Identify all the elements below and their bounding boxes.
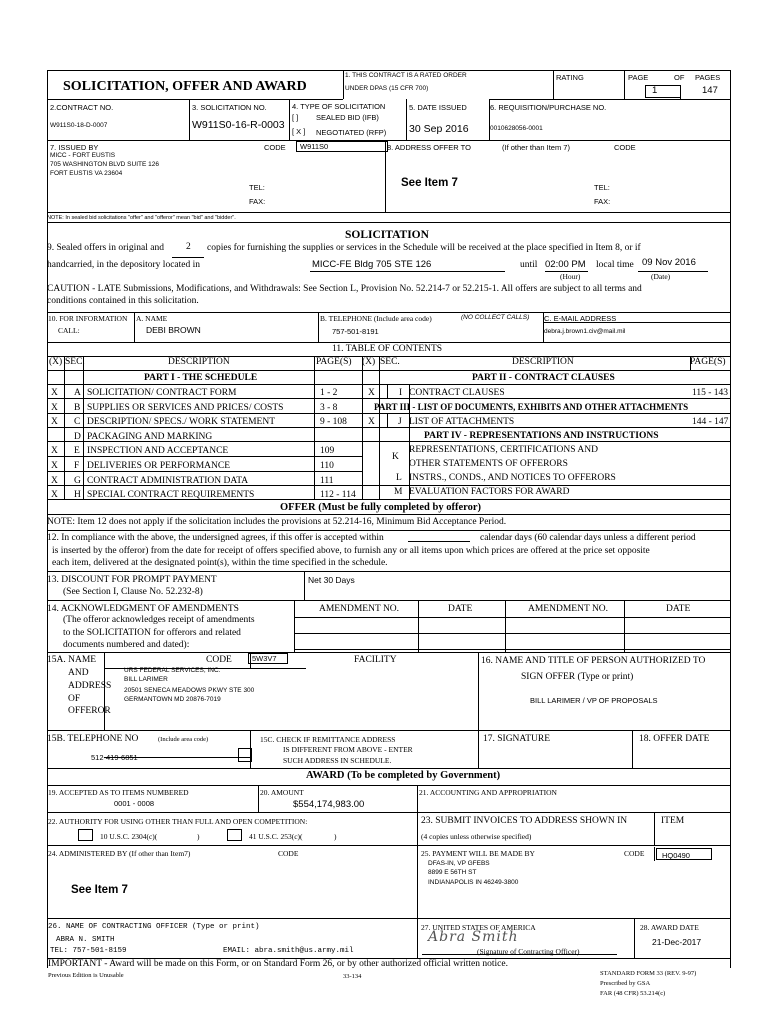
item26-label: 26. NAME OF CONTRACTING OFFICER (Type or print) (48, 923, 260, 931)
negotiated-box[interactable]: [ X ] (292, 127, 306, 136)
toc-left-desc-D: PACKAGING AND MARKING (87, 431, 213, 442)
item14-line2: (The offeror acknowledges receipt of amendments (63, 615, 255, 625)
contracting-officer-name: ABRA N. SMITH (56, 936, 115, 944)
payment-address-line3: INDIANAPOLIS IN 46249-3800 (428, 879, 519, 886)
item9-hour-label: (Hour) (560, 272, 581, 281)
item9-depository: MICC-FE Bldg 705 STE 126 (312, 259, 432, 270)
toc-left-pages-E: 109 (320, 446, 335, 457)
item10-email-label: C. E-MAIL ADDRESS (544, 314, 617, 323)
toc-left-pages-F: 110 (320, 461, 334, 471)
toc-left-pages-A: 1 - 2 (320, 388, 338, 398)
footer-form-number: 33-134 (343, 973, 362, 980)
amendment-no-header-2: AMENDMENT NO. (528, 604, 609, 614)
item23-note: (4 copies unless otherwise specified) (421, 832, 532, 841)
address-offer-tel: TEL: (594, 183, 610, 192)
issued-by-line1: MICC - FORT EUSTIS (50, 152, 116, 159)
item9-date-label: (Date) (651, 272, 671, 281)
item25-code-label: CODE (624, 849, 645, 858)
issued-by-line2: 705 WASHINGTON BLVD SUITE 126 (50, 161, 159, 168)
toc-right-pages-i: 115 - 143 (692, 388, 729, 398)
toc-right-sec-m: M (394, 487, 403, 497)
item10-no-collect: (NO COLLECT CALLS) (461, 314, 530, 321)
amendment-no-header-1: AMENDMENT NO. (319, 604, 400, 614)
item22-a-close: ) (197, 832, 200, 841)
item24-see: See Item 7 (71, 884, 128, 896)
toc-left-sec-G: G (74, 475, 81, 486)
toc-right-sec-i: I (399, 388, 403, 398)
toc-left-desc-A: SOLICITATION/ CONTRACT FORM (87, 388, 237, 398)
toc-right-desc-j: LIST OF ATTACHMENTS (409, 417, 515, 427)
solicitation-header: SOLICITATION (345, 229, 429, 241)
toc-part4: PART IV - REPRESENTATIONS AND INSTRUCTIONS (424, 431, 659, 441)
toc-part2: PART II - CONTRACT CLAUSES (472, 373, 615, 383)
toc-right-pages-j: 144 - 147 (692, 417, 729, 427)
item24-code: CODE (278, 849, 299, 858)
toc-left-sec-C: C (74, 417, 81, 428)
date-issued-label: 5. DATE ISSUED (409, 103, 467, 112)
item16-value: BILL LARIMER / VP OF PROPOSALS (530, 696, 658, 705)
toc-right-sec-j: J (398, 417, 402, 427)
toc-left-pages-C: 9 - 108 (320, 417, 347, 428)
issued-by-fax: FAX: (249, 197, 266, 206)
address-offer-fax: FAX: (594, 197, 611, 206)
type-solicitation-label: 4. TYPE OF SOLICITATION (292, 102, 386, 111)
contracting-officer-tel: TEL: 757-501-8159 (50, 947, 127, 955)
toc-right-sec-l: L (396, 473, 402, 483)
toc-part1: PART I - THE SCHEDULE (144, 373, 258, 383)
item22-label: 22. AUTHORITY FOR USING OTHER THAN FULL AND OPEN COMPETITION: (48, 817, 308, 826)
toc-left-sec-E: E (74, 446, 80, 457)
item23-label: 23. SUBMIT INVOICES TO ADDRESS SHOWN IN (421, 816, 628, 826)
item10-call: CALL: (58, 326, 80, 335)
contract-no-value: W911S0-18-D-0007 (50, 122, 108, 129)
sealed-bid-note: NOTE: In sealed bid solicitations "offer" and "offeror" mean "bid" and "bidder". (47, 215, 236, 221)
address-offer-see: See Item 7 (401, 177, 458, 189)
item9-text-a: 9. Sealed offers in original and (47, 243, 164, 253)
page-label: PAGE (628, 73, 649, 82)
item15b-value: 512-419-6851 (91, 753, 138, 762)
item19-label: 19. ACCEPTED AS TO ITEMS NUMBERED (48, 788, 189, 797)
payment-address-line2: 8899 E 56TH ST (428, 869, 477, 876)
item10-name: DEBI BROWN (146, 325, 201, 335)
date-issued-value: 30 Sep 2016 (409, 123, 469, 135)
sealed-bid-box[interactable]: [ ] (292, 113, 299, 122)
item13-line1: 13. DISCOUNT FOR PROMPT PAYMENT (47, 575, 217, 585)
item10-label: 10. FOR INFORMATION (48, 314, 128, 323)
contract-no-label: 2.CONTRACT NO. (50, 103, 114, 112)
page-of-label: OF (674, 73, 685, 82)
pages-label: PAGES (695, 73, 721, 82)
item9-date: 09 Nov 2016 (642, 257, 696, 268)
rating-label: RATING (556, 73, 584, 82)
item9-until: until (520, 260, 538, 270)
item15a-code-label: CODE (206, 655, 232, 665)
toc-left-x-C: X (51, 417, 58, 428)
item27-label: 27. UNITED STATES OF AMERICA (421, 923, 536, 932)
item25-label: 25. PAYMENT WILL BE MADE BY (421, 849, 535, 858)
contracting-officer-signature: Abra Smith (428, 929, 519, 945)
item15b-include: (Include area code) (158, 736, 209, 743)
toc-right-desc-k2: OTHER STATEMENTS OF OFFERORS (409, 459, 568, 469)
item15c-line3: SUCH ADDRESS IN SCHEDULE. (283, 756, 392, 765)
item12-line1b: calendar days (60 calendar days unless a different period (480, 533, 696, 543)
offeror-address-line1: URS FEDERAL SERVICES, INC. (124, 667, 221, 674)
form-title: SOLICITATION, OFFER AND AWARD (63, 79, 307, 94)
offeror-address-line2: BILL LARIMER (124, 676, 168, 683)
offeror-address-line4: GERMANTOWN MD 20876-7019 (124, 696, 221, 703)
item24-label: 24. ADMINISTERED BY (If other than Item7) (48, 849, 191, 858)
item28-value: 21-Dec-2017 (652, 937, 702, 947)
negotiated-label: NEGOTIATED (RFP) (316, 128, 387, 137)
issued-by-label: 7. ISSUED BY (50, 143, 99, 152)
item15b-label: 15B. TELEPHONE NO (47, 734, 139, 744)
footer-standard-form: STANDARD FORM 33 (REV. 9-97) (600, 970, 697, 977)
toc-left-desc-F: DELIVERIES OR PERFORMANCE (87, 461, 231, 471)
toc-left-sec-B: B (74, 402, 81, 413)
toc-left-pages-H: 112 - 114 (320, 490, 356, 501)
toc-left-desc-C: DESCRIPTION/ SPECS./ WORK STATEMENT (87, 417, 276, 428)
toc-right-x-j: X (368, 417, 375, 427)
toc-head-x-right: (X) (362, 357, 376, 367)
item17-label: 17. SIGNATURE (483, 734, 551, 744)
toc-left-pages-G: 111 (320, 475, 334, 486)
important-notice: IMPORTANT - Award will be made on this Form, or on Standard Form 26, or by other authorized official written notice. (48, 959, 508, 969)
award-header: AWARD (To be completed by Government) (306, 770, 501, 781)
issued-by-code-label: CODE (264, 143, 286, 152)
toc-left-x-F: X (51, 461, 58, 471)
solicitation-no-value: W911S0-16-R-0003 (192, 119, 285, 131)
toc-right-desc-l: INSTRS., CONDS., AND NOTICES TO OFFERORS (409, 473, 616, 483)
item15c-line1: 15C. CHECK IF REMITTANCE ADDRESS (260, 735, 396, 744)
contracting-officer-email: EMAIL: abra.smith@us.army.mil (223, 947, 354, 955)
toc-left-x-G: X (51, 475, 58, 486)
toc-head-pages: PAGE(S) (316, 357, 352, 367)
toc-right-desc-m: EVALUATION FACTORS FOR AWARD (409, 487, 570, 497)
sealed-bid-label: SEALED BID (IFB) (316, 113, 379, 122)
item12-line2: is inserted by the offeror) from the date for receipt of offers specified above, to furnish any or all items upon which prices are offered at the price set opposite (52, 546, 650, 556)
item20-value: $554,174,983.00 (293, 799, 365, 810)
address-offer-note: (If other than Item 7) (502, 143, 570, 152)
toc-left-x-B: X (51, 402, 58, 413)
toc-left-x-E: X (51, 446, 58, 457)
item9-copies: 2 (186, 242, 191, 252)
payment-address-line1: DFAS-IN, VP GFEBS (428, 860, 490, 867)
issued-by-code: W911S0 (300, 142, 329, 151)
item10-tel-label: B. TELEPHONE (Include area code) (320, 314, 432, 323)
item16-line1: 16. NAME AND TITLE OF PERSON AUTHORIZED TO (481, 656, 706, 666)
address-offer-label: 8. ADDRESS OFFER TO (387, 143, 471, 152)
item15a-facility: FACILITY (354, 655, 397, 665)
toc-left-desc-B: SUPPLIES OR SERVICES AND PRICES/ COSTS (87, 402, 284, 413)
item15a-line4: OF (68, 694, 81, 704)
amendment-date-header-2: DATE (666, 604, 691, 614)
item28-label: 28. AWARD DATE (640, 923, 699, 932)
item15a-code: 5W3V7 (252, 654, 277, 663)
item14-line4: documents numbered and dated): (63, 640, 190, 650)
requisition-label: 6. REQUISITION/PURCHASE NO. (490, 103, 607, 112)
toc-left-sec-D: D (74, 431, 81, 442)
item10-tel: 757-501-8191 (332, 327, 379, 336)
item23-item: ITEM (661, 816, 685, 826)
rated-order-line2: UNDER DPAS (15 CFR 700) (345, 85, 429, 92)
toc-left-sec-H: H (74, 490, 81, 501)
amendment-date-header-1: DATE (448, 604, 473, 614)
item9-text-b: copies for furnishing the supplies or services in the Schedule will be received at the place specified in Item 8, or if (207, 243, 641, 253)
toc-left-sec-F: F (74, 461, 80, 471)
item12-line3: each item, delivered at the designated point(s), within the time specified in the schedule. (52, 558, 388, 568)
item22-b-close: ) (334, 832, 337, 841)
toc-right-x-i: X (368, 388, 375, 398)
issued-by-line3: FORT EUSTIS VA 23604 (50, 170, 123, 177)
item15c-line2: IS DIFFERENT FROM ABOVE - ENTER (283, 745, 413, 754)
item14-line3: to the SOLICITATION for offerors and related (63, 628, 241, 638)
issued-by-tel: TEL: (249, 183, 265, 192)
offer-header: OFFER (Must be fully completed by offeror) (280, 502, 482, 513)
toc-left-x-H: X (51, 490, 58, 501)
item21-label: 21. ACCOUNTING AND APPROPRIATION (419, 788, 557, 797)
item9-local-time: local time (596, 260, 634, 270)
toc-head-pages-right: PAGE(S) (690, 357, 726, 367)
item13-value: Net 30 Days (308, 575, 355, 585)
item22-a: 10 U.S.C. 2304(c)( (100, 832, 158, 841)
item10-email: debra.j.brown1.civ@mail.mil (544, 328, 626, 335)
item20-label: 20. AMOUNT (260, 788, 304, 797)
toc-head-desc-right: DESCRIPTION (512, 357, 574, 367)
caution-line1: CAUTION - LATE Submissions, Modifications, and Withdrawals: See Section L, Provision No. 52.214-7 or 52.215-1. All offers are subject to all terms and (47, 284, 642, 294)
page-number: 1 (652, 85, 658, 96)
toc-left-desc-H: SPECIAL CONTRACT REQUIREMENTS (87, 490, 255, 501)
toc-right-desc-k1: REPRESENTATIONS, CERTIFICATIONS AND (409, 445, 598, 455)
address-offer-code-label: CODE (614, 143, 636, 152)
item22-b: 41 U.S.C. 253(c)( (249, 832, 303, 841)
offeror-address-line3: 20501 SENECA MEADOWS PKWY STE 300 (124, 687, 255, 694)
item15a-line3: ADDRESS (68, 681, 112, 691)
item9-hour: 02:00 PM (545, 259, 586, 270)
item18-label: 18. OFFER DATE (639, 734, 710, 744)
item12-line1a: 12. In compliance with the above, the undersigned agrees, if this offer is accepted within (47, 533, 384, 543)
toc-right-sec-k: K (392, 452, 399, 462)
footer-far: FAR (48 CFR) 53.214(c) (600, 990, 666, 997)
toc-left-sec-A: A (74, 388, 81, 398)
toc-part3: PART III - LIST OF DOCUMENTS, EXHIBITS AND OTHER ATTACHMENTS (374, 402, 689, 412)
item19-value: 0001 - 0008 (114, 799, 155, 808)
item15a-line1: 15A. NAME (47, 655, 97, 665)
toc-left-desc-G: CONTRACT ADMINISTRATION DATA (87, 475, 249, 486)
item10-name-label: A. NAME (136, 314, 168, 323)
toc-right-desc-i: CONTRACT CLAUSES (409, 388, 505, 398)
toc-head-sec: SEC. (65, 357, 85, 367)
footer-prev-edition: Previous Edition is Unusable (48, 972, 124, 979)
item16-line2: SIGN OFFER (Type or print) (521, 672, 634, 682)
footer-prescribed: Prescribed by GSA (600, 980, 651, 987)
item25-code: HQ0490 (662, 851, 690, 860)
toc-left-pages-B: 3 - 8 (320, 402, 338, 413)
item15a-line5: OFFEROR (68, 706, 111, 716)
toc-title: 11. TABLE OF CONTENTS (332, 344, 443, 354)
rated-order-line1: 1. THIS CONTRACT IS A RATED ORDER (345, 72, 467, 79)
toc-head-sec-right: SEC. (380, 357, 400, 367)
item14-line1: 14. ACKNOWLEDGMENT OF AMENDMENTS (47, 604, 239, 614)
item13-line2: (See Section I, Clause No. 52.232-8) (63, 587, 203, 597)
item9-text-c: handcarried, in the depository located in (47, 260, 201, 270)
item12-note: NOTE: Item 12 does not apply if the solicitation includes the provisions at 52.214-16, Minimum Bid Acceptance Period. (47, 517, 507, 527)
item15a-line2: AND (68, 668, 89, 678)
toc-left-x-A: X (51, 388, 58, 398)
solicitation-no-label: 3. SOLICITATION NO. (192, 103, 267, 112)
toc-head-x: (X) (49, 357, 63, 367)
caution-line2: conditions contained in this solicitation. (47, 296, 199, 306)
item27-note: (Signature of Contracting Officer) (477, 947, 580, 956)
page-total: 147 (702, 85, 718, 96)
toc-head-desc: DESCRIPTION (168, 357, 230, 367)
requisition-value: 0010628056-0001 (490, 125, 543, 132)
toc-left-desc-E: INSPECTION AND ACCEPTANCE (87, 446, 229, 457)
